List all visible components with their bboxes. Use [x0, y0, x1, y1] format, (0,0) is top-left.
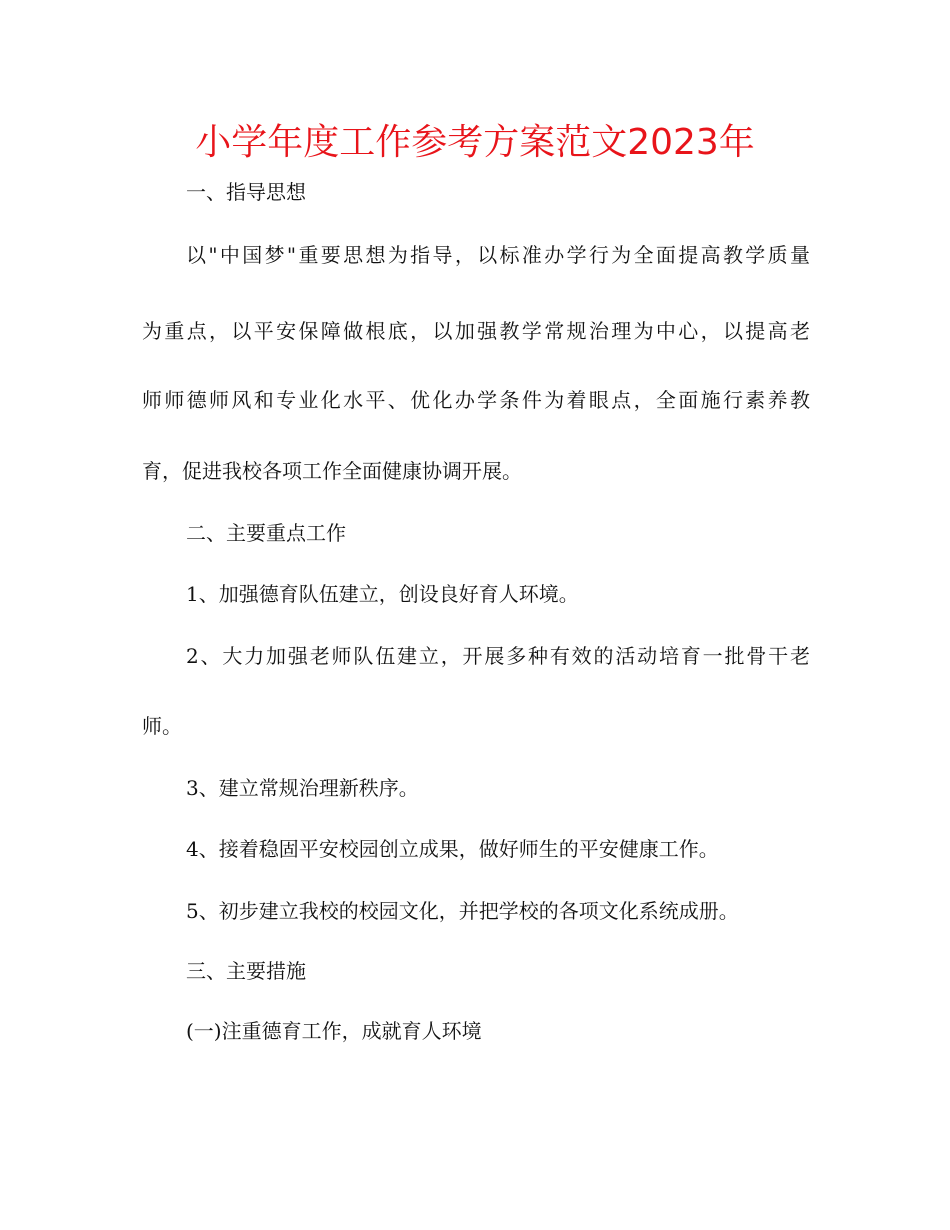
section1-para-line-1: 以"中国梦"重要思想为指导，以标准办学行为全面提高教学质量 — [186, 243, 810, 267]
list-item-2-line-2: 师。 — [142, 714, 182, 738]
subsection1-heading: (一)注重德育工作，成就育人环境 — [186, 1019, 482, 1043]
section2-heading: 二、主要重点工作 — [186, 521, 346, 545]
section1-para-line-3: 师师德师风和专业化水平、优化办学条件为着眼点，全面施行素养教 — [142, 388, 810, 412]
list-item-2-line-1: 2、大力加强老师队伍建立，开展多种有效的活动培育一批骨干老 — [186, 644, 810, 668]
section1-para-line-4: 育，促进我校各项工作全面健康协调开展。 — [142, 459, 522, 483]
list-item-4: 4、接着稳固平安校园创立成果，做好师生的平安健康工作。 — [186, 837, 719, 861]
document-title: 小学年度工作参考方案范文2023年 — [195, 122, 755, 163]
list-item-1: 1、加强德育队伍建立，创设良好育人环境。 — [186, 582, 579, 606]
list-item-3: 3、建立常规治理新秩序。 — [186, 776, 419, 800]
list-item-5: 5、初步建立我校的校园文化，并把学校的各项文化系统成册。 — [186, 899, 739, 923]
section1-heading: 一、指导思想 — [186, 180, 306, 204]
section3-heading: 三、主要措施 — [186, 959, 306, 983]
section1-para-line-2: 为重点，以平安保障做根底，以加强教学常规治理为中心，以提高老 — [142, 319, 810, 343]
